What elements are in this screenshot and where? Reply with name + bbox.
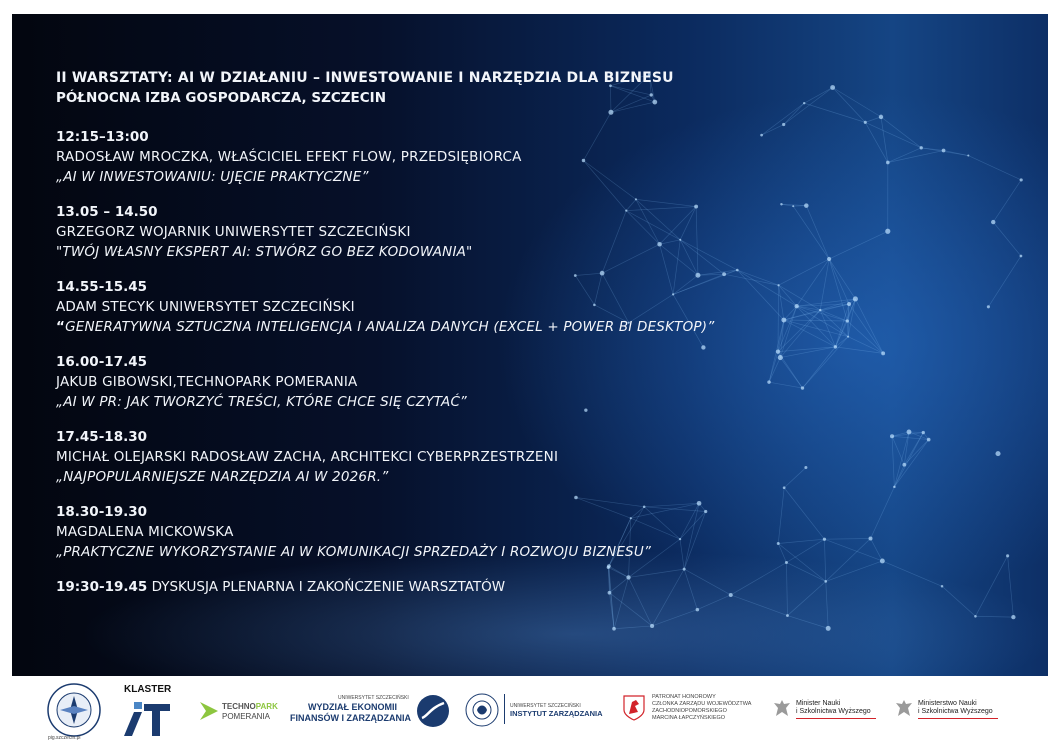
instytut-university: UNIWERSYTET SZCZECIŃSKI <box>510 703 581 709</box>
griffin-crest-icon <box>622 694 646 722</box>
red-rule <box>796 718 876 719</box>
technopark-arrow-icon <box>198 700 220 722</box>
wydzial-line2: FINANSÓW I ZARZĄDZANIA <box>290 713 411 723</box>
agenda-talk: „AI W PR: JAK TWORZYĆ TREŚCI, KTÓRE CHCE SIĘ CZYTAĆ” <box>56 394 467 410</box>
agenda-time: 12:15–13:00 <box>56 129 149 145</box>
agenda-talk-text: GENERATYWNA SZTUCZNA INTELIGENCJA I ANALIZA DANYCH (EXCEL + POWER BI DESKTOP)” <box>65 319 715 335</box>
patronat-line1: PATRONAT HONOROWY <box>652 694 716 700</box>
agenda-time: 18.30-19.30 <box>56 504 148 520</box>
patronat-text <box>652 694 751 722</box>
agenda-speaker: ADAM STECYK UNIWERSYTET SZCZECIŃSKI <box>56 299 355 315</box>
agenda-talk: "TWÓJ WŁASNY EKSPERT AI: STWÓRZ GO BEZ KODOWANIA" <box>56 244 473 260</box>
agenda-talk: „NAJPOPULARNIEJSZE NARZĘDZIA AI W 2026R.” <box>56 469 389 485</box>
ministerstwo-line2: i Szkolnictwa Wyższego <box>918 708 993 715</box>
agenda-item <box>56 502 1016 562</box>
event-title: II WARSZTATY: AI W DZIAŁANIU – INWESTOWANIE I NARZĘDZIA DLA BIZNESU <box>56 70 674 86</box>
patronat-logo <box>622 690 762 736</box>
wydzial-university: UNIWERSYTET SZCZECIŃSKI <box>338 695 409 701</box>
eagle-emblem-icon <box>772 698 792 720</box>
wydzial-emblem-icon <box>416 694 450 728</box>
poster-background <box>12 14 1048 676</box>
agenda-item <box>56 427 1016 487</box>
agenda-speaker: MICHAŁ OLEJARSKI RADOSŁAW ZACHA, ARCHITEKCI CYBERPRZESTRZENI <box>56 449 559 465</box>
agenda-item <box>56 127 1016 187</box>
agenda-talk: „PRAKTYCZNE WYKORZYSTANIE AI W KOMUNIKACJI SPRZEDAŻY I ROZWOJU BIZNESU” <box>56 544 652 560</box>
minister-text <box>796 700 871 716</box>
minister-line2: i Szkolnictwa Wyższego <box>796 708 871 715</box>
agenda-content <box>56 68 1016 597</box>
pig-url: pig.szczecin.pl <box>48 735 81 741</box>
red-rule <box>918 718 998 719</box>
ministerstwo-text <box>918 700 993 716</box>
opening-quote: “ <box>56 319 66 335</box>
agenda-speaker: RADOSŁAW MROCZKA, WŁAŚCICIEL EFEKT FLOW, PRZEDSIĘBIORCA <box>56 149 522 165</box>
ministerstwo-logo <box>894 696 1004 728</box>
patronat-line3: ZACHODNIOPOMORSKIEGO <box>652 708 727 714</box>
university-seal-icon <box>464 692 500 728</box>
klaster-label: KLASTER <box>124 684 172 695</box>
instytut-logo <box>464 688 614 734</box>
pig-emblem-icon <box>44 682 104 742</box>
klaster-it-logo <box>118 684 174 740</box>
minister-logo <box>772 696 882 728</box>
agenda-time: 17.45-18.30 <box>56 429 148 445</box>
ministerstwo-line1: Ministerstwo Nauki <box>918 700 977 707</box>
pig-logo <box>44 682 104 742</box>
agenda-speaker: MAGDALENA MICKOWSKA <box>56 524 234 540</box>
closing-item <box>56 577 1016 597</box>
agenda-talk: „AI W INWESTOWANIU: UJĘCIE PRAKTYCZNE” <box>56 169 369 185</box>
closing-time: 19:30-19.45 <box>56 579 148 595</box>
instytut-name: INSTYTUT ZARZĄDZANIA <box>510 709 603 718</box>
wydzial-logo <box>290 690 450 734</box>
technopark-name <box>222 702 278 711</box>
agenda-item <box>56 352 1016 412</box>
technopark-park: PARK <box>255 702 278 711</box>
agenda-speaker: GRZEGORZ WOJARNIK UNIWERSYTET SZCZECIŃSKI <box>56 224 411 240</box>
agenda-talk <box>56 317 1016 337</box>
minister-line1: Minister Nauki <box>796 700 841 707</box>
wydzial-line1: WYDZIAŁ EKONOMII <box>308 702 397 712</box>
agenda-item <box>56 277 1016 337</box>
technopark-techno: TECHNO <box>222 702 256 711</box>
it-mark-icon <box>120 698 172 738</box>
agenda-time: 14.55-15.45 <box>56 279 148 295</box>
eagle-emblem-icon <box>894 698 914 720</box>
agenda-time: 13.05 – 14.50 <box>56 204 158 220</box>
event-location: PÓŁNOCNA IZBA GOSPODARCZA, SZCZECIN <box>56 90 386 106</box>
agenda-speaker: JAKUB GIBOWSKI,TECHNOPARK POMERANIA <box>56 374 358 390</box>
closing-text: DYSKUSJA PLENARNA I ZAKOŃCZENIE WARSZTATÓW <box>147 579 506 595</box>
agenda-item <box>56 202 1016 262</box>
sponsor-logos-bar <box>0 676 1060 749</box>
agenda-time: 16.00-17.45 <box>56 354 148 370</box>
divider <box>504 694 505 724</box>
patronat-line2: CZŁONKA ZARZĄDU WOJEWÓDZTWA <box>652 701 752 707</box>
technopark-logo <box>198 700 278 726</box>
technopark-pomerania: POMERANIA <box>222 712 271 721</box>
patronat-line4: MARCINA ŁAPCZYŃSKIEGO <box>652 715 726 721</box>
